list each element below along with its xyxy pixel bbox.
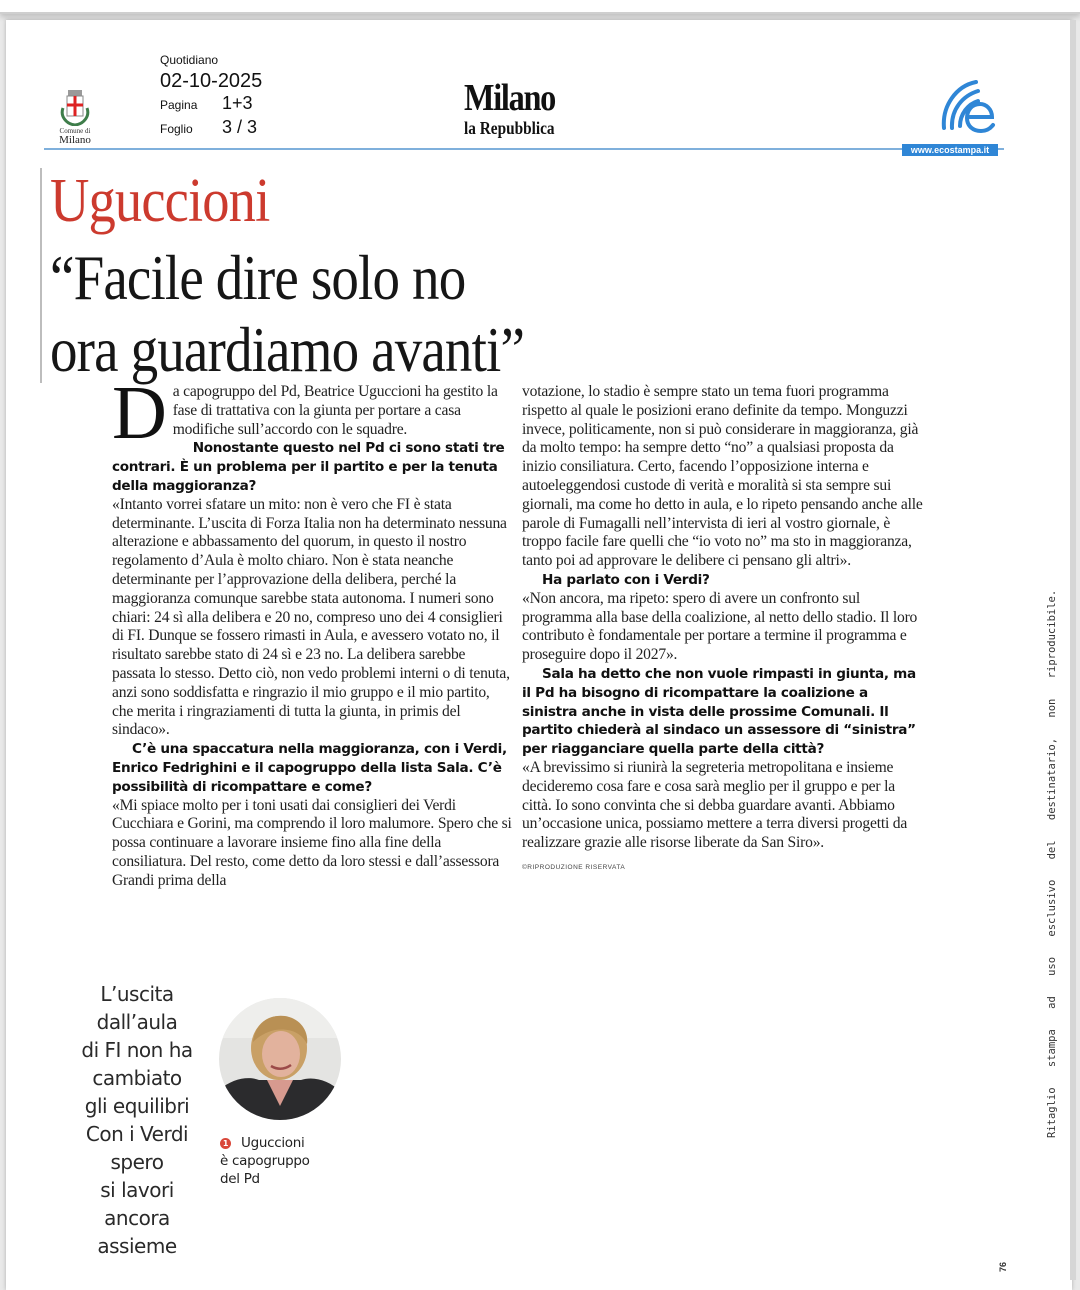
pull-quote: [68, 980, 206, 1260]
page-code: 76: [998, 1261, 1008, 1272]
pull-quote-line: gli equilibri: [84, 1094, 190, 1118]
crest-label-line2: Milano: [59, 134, 91, 146]
copyright-notice: ©RIPRODUZIONE RISERVATA: [522, 863, 626, 871]
newspaper-clipping-page: [6, 20, 1072, 1290]
pull-quote-line: cambiato: [92, 1066, 182, 1090]
answer-2-part-2: votazione, lo stadio è sempre stato un tema fuori programma rispetto al quale le posizioni erano definite da tempo. Monguzzi invece, politicamente, non si può considerare in maggioranza, già da molto tempo: ha sempre detto “no” a qualsiasi proposta da inizio consiliatura. Certo, facendo l’opposizione interna e autoeleggendosi custode di verità e moralità si sta sempre sui giornali, ma come ho detto in aula, e lo ripeto pensando anche alle parole di Fumagalli nell’intervista di ieri al vostro giornale, è troppo facile fare quelli che “io voto no” ma sto in maggioranza, tanto poi ad approvare le delibere ci pensano gli altri».: [522, 383, 923, 570]
headline-line-1: “Facile dire solo no: [50, 242, 466, 313]
crest-icon: [58, 86, 92, 126]
article-headline: [50, 242, 524, 386]
date-value: 02-10-2025: [160, 70, 263, 92]
previous-page-edge: [0, 0, 1080, 14]
next-page-edge: [1070, 20, 1076, 1280]
caption-name: Uguccioni: [241, 1135, 305, 1151]
answer-2-part-1: «Mi spiace molto per i toni usati dai consiglieri dei Verdi Cucchiara e Gorini, ma comprendo il loro malumore. Spero che si possa continuare a lavorare insieme fino alla fine della consiliatura. Del resto, come detto da loro stessi e dall’assessora Grandi prima della: [112, 796, 512, 889]
article-column-1: [112, 371, 512, 891]
caption-line-2: è capogruppo: [220, 1153, 310, 1169]
pull-quote-line: dall’aula: [96, 1010, 178, 1034]
sheet-value: 3 / 3: [222, 117, 258, 137]
portrait-photo: [219, 998, 341, 1120]
pull-quote-line: spero: [110, 1150, 164, 1174]
article-column-2: [522, 383, 926, 878]
header-divider: [44, 148, 1004, 150]
caption-line-3: del Pd: [220, 1171, 260, 1187]
pull-quote-line: ancora: [104, 1206, 170, 1230]
type-label: Quotidiano: [160, 53, 219, 67]
ecostampa-logo-icon: [936, 76, 1002, 134]
comune-di-milano-crest: [52, 86, 98, 166]
photo-caption: [220, 1134, 350, 1188]
question-3: Ha parlato con i Verdi?: [542, 571, 710, 588]
pull-quote-line: L’uscita: [100, 982, 174, 1006]
question-2: C’è una spaccatura nella maggioranza, con i Verdi, Enrico Fedrighini e il capogruppo della lista Sala. C’è possibilità di ricompattare e come?: [112, 741, 507, 795]
pull-quote-line: di FI non ha: [81, 1038, 193, 1062]
vertical-reproduction-notice: Ritaglio stampa ad uso esclusivo del destinatario, non riproducibile.: [1046, 589, 1058, 1138]
headline-line-2: ora guardiamo avanti”: [50, 314, 525, 385]
caption-badge: 1: [220, 1138, 231, 1149]
question-1: Nonostante questo nel Pd ci sono stati tre contrari. È un problema per il partito e per la tenuta della maggioranza?: [112, 440, 505, 494]
publication-title: Milano: [464, 77, 556, 119]
publication-subtitle: la Repubblica: [464, 118, 555, 138]
answer-4: «A brevissimo si riunirà la segreteria metropolitana e insieme decideremo cosa fare e cosa sarà meglio per il gruppo e per la città. Io sono convinta che si debba guardare avanti. Abbiamo un’occasione unica, possiamo mettere a terra diversi progetti da realizzare grazie alle risorse liberate da San Siro».: [522, 758, 908, 852]
sheet-label: Foglio: [160, 122, 193, 136]
question-4: Sala ha detto che non vuole rimpasti in giunta, ma il Pd ha bisogno di ricompattare la coalizione a sinistra anche in vista delle prossime Comunali. Il partito chiederà al sindaco un assessore di “sinistra” per riagganciare quella parte della città?: [522, 665, 916, 758]
page-label: Pagina: [160, 98, 198, 112]
intro-paragraph: Da capogruppo del Pd, Beatrice Uguccioni ha gestito la fase di trattativa con la giunta per portare a casa modifiche sull’accordo con le squadre.: [112, 371, 498, 455]
page-value: 1+3: [222, 93, 253, 113]
crest-label-line1: Comune di: [59, 127, 91, 135]
pull-quote-line: assieme: [97, 1234, 177, 1258]
drop-cap: D: [112, 371, 167, 455]
answer-3: «Non ancora, ma ripeto: spero di avere un confronto sul programma alla base della coalizione, al netto dello stadio. Il loro contributo è fondamentale per portare a termine il programma e proseguire dopo il 2027».: [522, 589, 918, 664]
pull-quote-line: Con i Verdi: [85, 1122, 189, 1146]
headline-rule: [40, 168, 42, 383]
answer-1: «Intanto vorrei sfatare un mito: non è vero che FI è stata determinante. L’uscita di Forza Italia non ha determinato nessuna alterazione e abbassamento del quorum, in questo il nostro regolamento d’Aula è molto chiaro. Non è stata neanche determinante per l’approvazione della delibera, perché la maggioranza comunque sarebbe stata autonoma. I numeri sono chiari: 24 sì alla delibera e 20 no, compreso uno dei 4 consiglieri di FI. Dunque se fossero rimasti in Aula, e avessero votato no, il risultato sarebbe stato di 24 sì e 23 no. La delibera sarebbe passata lo stesso. Detto ciò, non vedo problemi interni o di tenuta, anzi sono soddisfatta e ringrazio il mio gruppo e il mio partito, che merita i ringraziamenti di tutta la giunta, in primis del sindaco».: [112, 495, 510, 739]
article-kicker: Uguccioni: [50, 167, 270, 235]
pull-quote-line: si lavori: [100, 1178, 174, 1202]
ecostampa-url[interactable]: www.ecostampa.it: [902, 144, 998, 156]
